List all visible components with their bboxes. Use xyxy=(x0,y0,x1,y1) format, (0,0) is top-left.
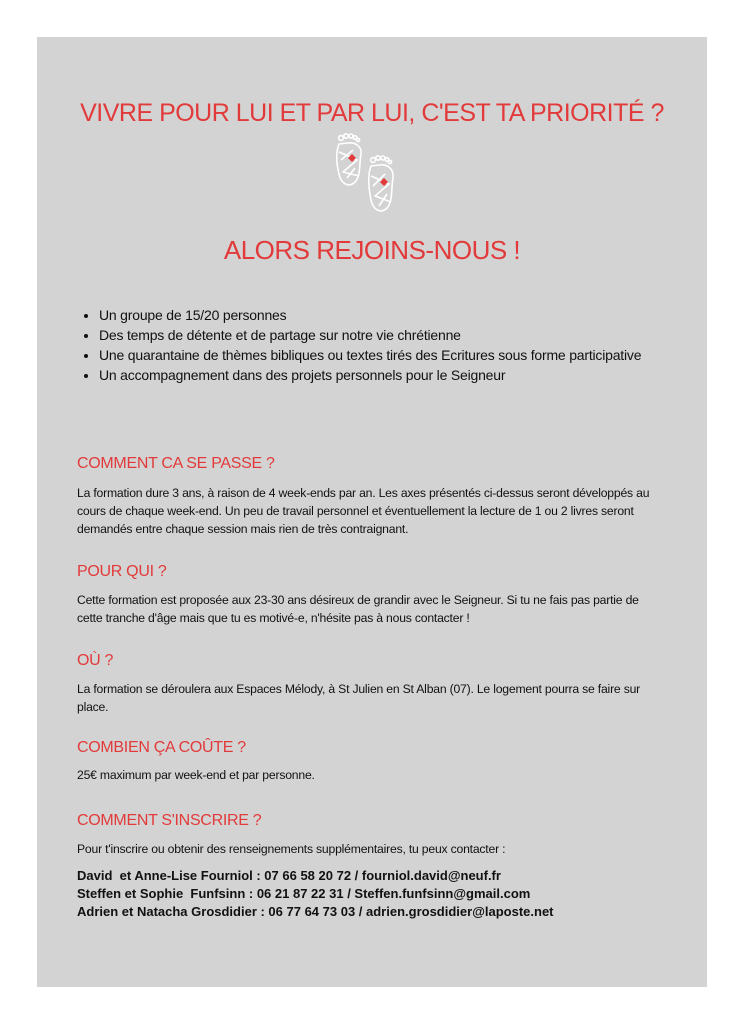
contact-list xyxy=(77,867,554,921)
section-body-register: Pour t'inscrire ou obtenir des renseignements supplémentaires, tu peux contacter : xyxy=(77,842,506,856)
join-heading: ALORS REJOINS-NOUS ! xyxy=(223,235,521,265)
flyer-sheet xyxy=(37,37,707,987)
section-title-who: POUR QUI ? xyxy=(77,563,167,580)
section-title-where: OÙ ? xyxy=(77,652,114,669)
contact-line: Adrien et Natacha Grosdidier : 06 77 64 73 03 / adrien.grosdidier@laposte.net xyxy=(77,904,554,919)
section-title-how: COMMENT CA SE PASSE ? xyxy=(77,455,275,472)
section-title-cost: COMBIEN ÇA COÛTE ? xyxy=(77,739,246,756)
section-body-how: La formation dure 3 ans, à raison de 4 week-ends par an. Les axes présentés ci-dessus seront développés au cours de chaque week-end. Un peu de travail personnel et éventuellement la lecture de 1 ou 2 livres seront demandés entre chaque session mais rien de très contraignant. xyxy=(77,486,650,536)
section-title-register: COMMENT S'INSCRIRE ? xyxy=(77,812,262,829)
section-body-where: La formation se déroulera aux Espaces Mélody, à St Julien en St Alban (07). Le logement pourra se faire sur place. xyxy=(77,682,641,714)
list-item: • Un accompagnement dans des projets personnels pour le Seigneur xyxy=(99,365,641,385)
main-heading: VIVRE POUR LUI ET PAR LUI, C'EST TA PRIORITÉ ? xyxy=(80,99,664,127)
list-item: • Un groupe de 15/20 personnes xyxy=(99,305,641,325)
section-body-cost: 25€ maximum par week-end et par personne. xyxy=(77,768,315,782)
section-body-who: Cette formation est proposée aux 23-30 ans désireux de grandir avec le Seigneur. Si tu ne fais pas partie de cette tranche d'âge mais que tu es motivé-e, n'hésite pas à nous contacter ! xyxy=(77,593,639,625)
features-list xyxy=(77,305,641,385)
list-item: • Une quarantaine de thèmes bibliques ou textes tirés des Ecritures sous forme participative xyxy=(99,345,641,365)
footprints-icon xyxy=(327,132,417,222)
contact-line: David et Anne-Lise Fourniol : 07 66 58 20 72 / fourniol.david@neuf.fr xyxy=(77,868,501,883)
list-item: • Des temps de détente et de partage sur notre vie chrétienne xyxy=(99,325,641,345)
contact-line: Steffen et Sophie Funfsinn : 06 21 87 22 31 / Steffen.funfsinn@gmail.com xyxy=(77,886,531,901)
